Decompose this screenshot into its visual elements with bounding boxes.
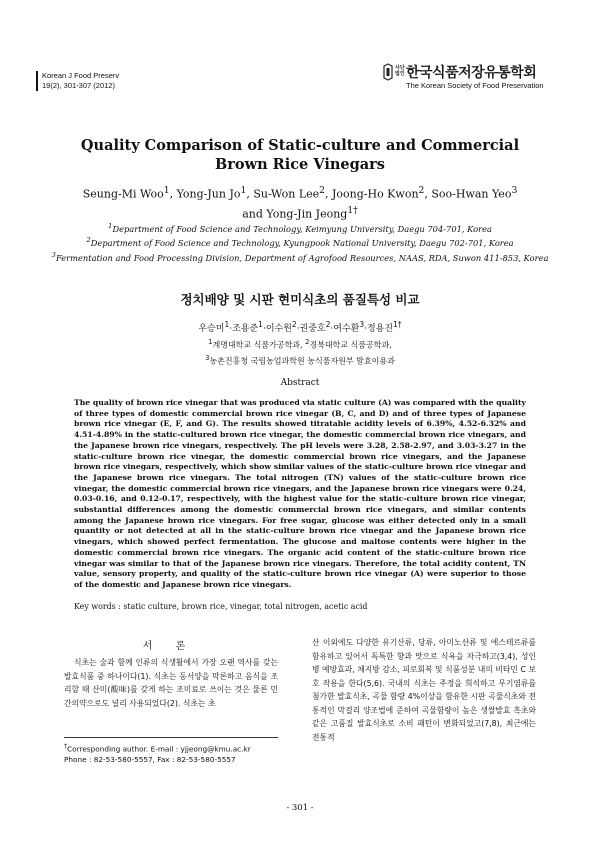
author-line-1: [60, 183, 540, 203]
author-sup: 3: [511, 185, 518, 196]
society-name-korean: 한국식품저장유통학회: [406, 64, 537, 80]
author-name: Seung-Mi Woo: [82, 187, 164, 201]
footnote-line-2: Phone : 82-53-580-5557, Fax : 82-53-580-5557: [64, 755, 236, 765]
journal-volume: 19(2), 301-307 (2012): [42, 81, 115, 90]
journal-citation: [36, 71, 119, 91]
page-number: - 301 -: [286, 803, 314, 813]
title-line-1: Quality Comparison of Static-culture and Commercial: [80, 137, 520, 154]
title-line-2: Brown Rice Vinegars: [215, 156, 385, 173]
korean-title: 정치배양 및 시판 현미식초의 품질특성 비교: [180, 292, 420, 307]
korean-affiliation-list: [60, 336, 540, 367]
intro-column-right: 산 이외에도 다양한 유기산류, 당류, 아미노산류 및 에스테르류를 함유하고 있어서 독특한 향과 맛으로 식욕을 자극하고(3,4), 성인병 예방효과, 체지방 감소, 피로회복 및 식품성분 내의 비타민 C 보호 작용을 한다(5,6). 국내의 식초는 주정을 희석하고 무기염류를 첨가한 발효식초, 곡물 함량 4%이상을 함유한 시판 곡물식초와 전통적인 막걸리 양조법에 준하여 곡물함량이 높은 생쌀발효 흑초와 같은 고품질 발효식초로 소비 패턴이 변화되었고(7,8), 최근에는 전통적: [312, 638, 536, 742]
affiliation-list: [40, 221, 560, 264]
author-name: , Su-Won Lee: [246, 187, 320, 201]
dagger-mark: †: [64, 743, 68, 750]
abstract-heading: Abstract: [280, 378, 320, 388]
author-sup: 1: [163, 185, 170, 196]
author-sup: 1: [240, 185, 247, 196]
affiliation-item: $^1$Department of Food Science and Technology, Keimyung University, Daegu 704-701, Korea: [108, 222, 492, 234]
author-list: [60, 183, 540, 222]
abstract-body: The quality of brown rice vinegar that was produced via static culture (A) was compared with the quality of three types of domestic commercial brown rice vinegar (B, C, and D) and of three types of Japanese brown rice vinegar (E, F, and G). The results showed titratable acidity levels of 6.39%, 4.52-6.32% and 4.51-4.89% in the static-cultured brown rice vinegar, the domestic commercial brown rice vinegars, and the Japanese brown rice vinegars, respectively. The pH levels were 3.28, 2.58-2.97, and 3.03-3.27 in the static-culture brown rice vinegar, the domestic commercial brown rice vinegars, and the Japanese brown rice vinegars, respectively, which show similar values of the static-culture brown rice vinegar and the Japanese brown rice vinegars. The total nitrogen (TN) values of the static-culture brown rice vinegar, the domestic commercial brown rice vinegars, and the Japanese brown rice vinegars were 0.24, 0.03-0.16, and 0.12-0.17, respectively, with the highest value for the static-culture brown rice vinegar, substantial differences among the domestic commercial brown rice vinegars, and similar contents among the Japanese brown rice vinegars. For free sugar, glucose was either detected only in a small quantity or not detected at all in the static-culture brown rice vinegar and the Japanese brown rice vinegars, which showed perfect fermentation. The glucose and maltose contents were higher in the domestic commercial brown rice vinegars. The organic acid content of the static-culture brown rice vinegar was similar to that of the Japanese brown rice vinegars. Therefore, the total acidity content, TN value, sensory property, and quality of the static-culture brown rice vinegar (A) were superior to those of the domestic and Japanese brown rice vinegars.: [74, 398, 526, 589]
corresponding-author-footnote: [64, 741, 294, 765]
author-sup: 2: [418, 185, 425, 196]
keywords: [74, 602, 526, 611]
keywords-label: Key words :: [74, 602, 124, 611]
author-sup: 2: [319, 185, 325, 196]
society-emblem-icon: [382, 63, 394, 81]
keywords-text: static culture, brown rice, vinegar, total nitrogen, acetic acid: [123, 602, 368, 611]
korean-author-list: 우승미$^1$·조용준$^1$·이수원$^2$·권중호$^2$·여수환$^3$·정용진$^{1\dagger}$: [198, 320, 402, 334]
journal-name: Korean J Food Preserv: [42, 71, 120, 80]
intro-column-left: 식초는 술과 함께 인류의 식생활에서 가장 오랜 역사를 갖는 발효식품 중 하나이다(1). 식초는 동서양을 막론하고 음식을 조리할 때 산미(酸味)를 갖게 하는 조미료로 쓰이는 것은 물론 민간의약으로도 널리 사용되었다(2). 식초는 초: [64, 658, 278, 708]
author-name: , Soo-Hwan Yeo: [424, 187, 512, 201]
society-tag: 사단 법인: [395, 65, 405, 77]
author-name: and Yong-Jin Jeong: [242, 207, 348, 221]
korean-affiliation-line-2: $^3$농촌진흥청 국립농업과학원 농식품자원부 발효이용과: [205, 353, 395, 366]
korean-affiliation-line-1: $^1$계명대학교 식품가공학과, $^2$경북대학교 식품공학과,: [208, 338, 392, 350]
author-sup: 1†: [347, 204, 358, 216]
author-line-2: [60, 203, 540, 223]
affiliation-item: $^3$Fermentation and Food Processing Division, Department of Agrofood Resources, NAAS, RDA, Suwon 411-853, Korea: [51, 250, 549, 263]
society-name-english: The Korean Society of Food Preservation: [406, 81, 544, 90]
footnote-line-1: †Corresponding author. E-mail : yjjeong@kmu.ac.kr: [64, 743, 251, 754]
footnote-divider: [64, 737, 278, 738]
section-heading-introduction: 서 론: [142, 641, 196, 652]
affiliation-item: $^2$Department of Food Science and Technology, Kyungpook National University, Daegu 702-701, Korea: [86, 236, 514, 249]
author-name: , Joong-Ho Kwon: [324, 187, 419, 201]
author-name: , Yong-Jun Jo: [169, 187, 241, 201]
paper-title: [60, 136, 540, 174]
